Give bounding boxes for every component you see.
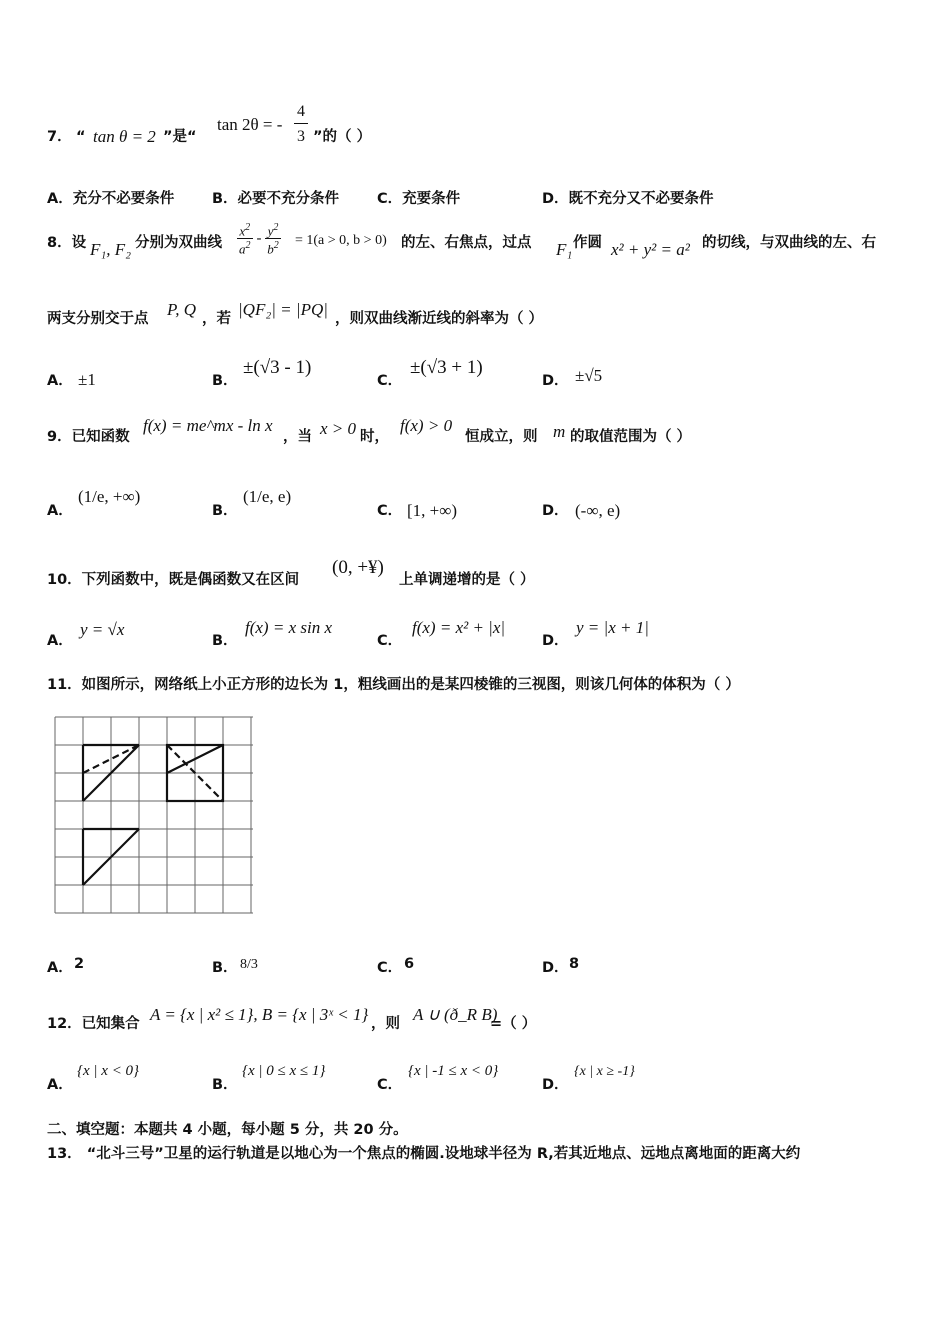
q11-option-c-label: C． — [377, 960, 403, 976]
q12-option-c-value: {x | -1 ≤ x < 0} — [408, 1063, 499, 1079]
q12-option-b-value: {x | 0 ≤ x ≤ 1} — [242, 1063, 326, 1079]
q8-option-b-label: B． — [212, 373, 238, 389]
q9-option-a-value: (1/e, +∞) — [78, 487, 141, 506]
q8-text-1: 分别为双曲线 — [135, 235, 222, 251]
q12-number: 12．已知集合 — [47, 1016, 140, 1032]
q8-circle: x² + y² = a² — [611, 240, 690, 259]
q10-interval: (0, +¥) — [332, 557, 384, 578]
q11-option-a-value: 2 — [74, 956, 85, 972]
q8-option-a-label: A． — [47, 373, 73, 389]
q7-is: ”是“ — [163, 129, 197, 145]
q9-option-d-label: D． — [542, 503, 569, 519]
q9-text-4: 的取值范围为（ ） — [570, 429, 692, 445]
q8-hyperbola-frac-x: $\frac{x^2}{a^2}$ - $\frac{y^2}{b^2}$ — [239, 222, 279, 257]
q10-option-c-value: f(x) = x² + |x| — [412, 618, 506, 637]
q12-sets: A = {x | x² ≤ 1}, B = {x | 3ˣ < 1} — [150, 1005, 369, 1024]
q9-option-b-label: B． — [212, 503, 238, 519]
q7-frac-den: 3 — [297, 128, 305, 145]
q8-pq: P, Q — [167, 300, 196, 319]
q7-frac-num: 4 — [297, 103, 305, 120]
q9-option-c-value: [1, +∞) — [407, 501, 458, 520]
q8-foci: F₁, F₂ — [90, 240, 132, 259]
q9-option-a-label: A． — [47, 503, 73, 519]
q8-hyperbola-tail: = 1(a > 0, b > 0) — [295, 233, 387, 248]
q9-function: f(x) = me^mx - ln x — [143, 416, 273, 435]
q9-m: m — [553, 422, 566, 441]
q7-number: 7． — [47, 129, 72, 145]
q9-option-c-label: C． — [377, 503, 403, 519]
q10-option-b-label: B． — [212, 633, 238, 649]
q9-text-1: ，当 — [283, 429, 312, 445]
q7-tan-eq: tan θ = 2 — [93, 127, 156, 146]
q12-option-a-label: A． — [47, 1077, 73, 1093]
q12-option-b-label: B． — [212, 1077, 238, 1093]
q7-option-a: A．充分不必要条件 — [47, 191, 175, 207]
q11-option-b-label: B． — [212, 960, 238, 976]
q12-option-d-value: {x | x ≥ -1} — [574, 1064, 635, 1079]
q10-option-c-label: C． — [377, 633, 403, 649]
q11-option-b-value: 8/3 — [240, 957, 258, 972]
q9-text-2: 时， — [360, 429, 389, 445]
q7-tail: ”的（ ） — [313, 129, 372, 145]
q10-option-b-value: f(x) = x sin x — [245, 618, 332, 637]
q11-option-a-label: A． — [47, 960, 73, 976]
q11-option-c-value: 6 — [404, 956, 415, 972]
q11-three-view-grid — [52, 714, 256, 916]
q8-line2-c: ，则双曲线渐近线的斜率为（ ） — [335, 311, 544, 327]
q8-number: 8．设 — [47, 235, 87, 251]
q9-cond-2: f(x) > 0 — [400, 416, 453, 435]
q8-option-d-value: ±√5 — [575, 366, 603, 385]
section-2-heading: 二、填空题：本题共 4 小题，每小题 5 分，共 20 分。 — [47, 1122, 408, 1138]
q8-text-3: 作圆 — [573, 235, 602, 251]
q11-option-d-value: 8 — [569, 956, 580, 972]
q10-text: 10．下列函数中，既是偶函数又在区间 — [47, 572, 300, 588]
q8-line2-b: ，若 — [202, 311, 231, 327]
q8-condition: |QF₂| = |PQ| — [238, 300, 328, 319]
q7-option-d: D．既不充分又不必要条件 — [542, 191, 714, 207]
q7-option-c: C．充要条件 — [377, 191, 461, 207]
q7-quote-open: “ — [76, 129, 86, 145]
q8-f1: F₁ — [556, 240, 573, 259]
q7-tan2: tan 2θ = - — [217, 115, 283, 134]
q8-option-d-label: D． — [542, 373, 569, 389]
q8-option-c-value: ±(√3 + 1) — [410, 357, 483, 378]
q12-text-1: ，则 — [371, 1016, 400, 1032]
q10-option-a-label: A． — [47, 633, 73, 649]
q9-option-d-value: (-∞, e) — [575, 501, 621, 520]
q8-option-b-value: ±(√3 - 1) — [243, 357, 312, 378]
q8-option-c-label: C． — [377, 373, 403, 389]
q13-text: 13． “北斗三号”卫星的运行轨道是以地心为一个焦点的椭圆.设地球半径为 R,若其近地点、远地点离地面的距离大约 — [47, 1146, 801, 1162]
q8-option-a-value: ±1 — [78, 370, 96, 389]
q9-number: 9．已知函数 — [47, 429, 130, 445]
q9-option-b-value: (1/e, e) — [243, 487, 292, 506]
q7-option-b: B．必要不充分条件 — [212, 191, 340, 207]
q10-option-a-value: y = √x — [80, 620, 125, 639]
q7-frac-bar — [294, 123, 308, 124]
q10-tail: 上单调递增的是（ ） — [399, 572, 535, 588]
q10-option-d-label: D． — [542, 633, 569, 649]
q8-text-2: 的左、右焦点，过点 — [401, 235, 532, 251]
q11-option-d-label: D． — [542, 960, 569, 976]
q8-text-4: 的切线，与双曲线的左、右 — [702, 235, 876, 251]
q10-option-d-value: y = |x + 1| — [576, 618, 649, 637]
q12-expression: A ∪ (ð_R B) — [413, 1005, 498, 1024]
q12-tail: =（ ） — [490, 1016, 537, 1032]
q9-text-3: 恒成立，则 — [465, 429, 538, 445]
q8-line2-a: 两支分别交于点 — [47, 311, 149, 327]
q11-text: 11．如图所示，网络纸上小正方形的边长为 1，粗线画出的是某四棱锥的三视图，则该几何体的体积为（ ） — [47, 677, 740, 693]
q12-option-d-label: D． — [542, 1077, 569, 1093]
q12-option-a-value: {x | x < 0} — [77, 1063, 140, 1079]
q12-option-c-label: C． — [377, 1077, 403, 1093]
q9-cond-1: x > 0 — [320, 419, 357, 438]
